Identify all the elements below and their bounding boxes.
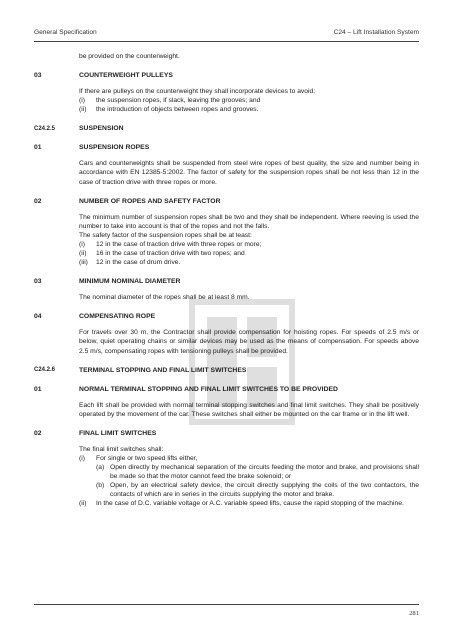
clause-number: 02 xyxy=(34,429,42,437)
clause-title: COMPENSATING ROPE xyxy=(79,313,156,321)
clause-list xyxy=(79,454,419,509)
clause-final-limit-switches xyxy=(34,429,419,438)
section-terminal-stopping xyxy=(34,366,419,375)
clause-number: 03 xyxy=(34,278,42,286)
clause-list xyxy=(79,240,419,267)
footer-divider xyxy=(34,604,419,605)
page-number: 281 xyxy=(409,610,419,617)
clause-text: If there are pulleys on the counterweight they shall incorporate devices to avoid: xyxy=(79,88,316,96)
clause-title: COUNTERWEIGHT PULLEYS xyxy=(79,72,173,80)
clause-suspension-ropes xyxy=(34,143,419,152)
clause-title: MINIMUM NOMINAL DIAMETER xyxy=(79,278,181,286)
continuation-text: be provided on the counterweight. xyxy=(79,53,180,60)
page-header xyxy=(34,29,419,41)
clause-number: 01 xyxy=(34,144,42,152)
clause-title: NUMBER OF ROPES AND SAFETY FACTOR xyxy=(79,197,221,205)
sublist-item: (b) Open, by an electrical safety device, the circuit directly supplying the coils of the two contactors, the contacts of which are in series in the circuits supplying the motor and brake. xyxy=(96,482,419,499)
list-item: (i) 12 in the case of traction drive with three ropes or more; xyxy=(79,240,262,248)
clause-sublist xyxy=(96,463,419,499)
list-item: (ii) the introduction of objects between ropes and grooves. xyxy=(79,106,259,114)
clause-number: 03 xyxy=(34,72,42,80)
clause-counterweight-pulleys xyxy=(34,71,419,80)
clause-text: Each lift shall be provided with normal terminal stopping switches and final limit switches. They shall be positively operated by the movement of the car. These switches shall either be mounted on the car frame or in the lift well. xyxy=(79,401,419,418)
clause-title: NORMAL TERMINAL STOPPING AND FINAL LIMIT SWITCHES TO BE PROVIDED xyxy=(79,385,338,393)
section-title: SUSPENSION xyxy=(79,125,124,133)
clause-text: For travels over 30 m, the Contractor shall provide compensation for hoisting ropes. For speeds of 2.5 m/s or below, quiet operating chains or similar devices may be used as the means of compensation. For speeds above 2.5 m/s, compensating ropes with tensioning pulleys shall be provided. xyxy=(79,329,419,355)
clause-text: The final limit switches shall: xyxy=(79,445,164,453)
list-item: (iii) 12 in the case of drum drive. xyxy=(79,259,181,267)
list-item: (i) the suspension ropes, if slack, leaving the grooves; and xyxy=(79,97,261,105)
section-suspension xyxy=(34,124,419,133)
clause-number: 04 xyxy=(34,313,42,321)
clause-list xyxy=(79,96,419,114)
clause-minimum-diameter xyxy=(34,277,419,286)
clause-normal-terminal-stopping xyxy=(34,385,419,394)
section-number: C24.2.5 xyxy=(34,125,56,132)
header-divider xyxy=(34,41,419,42)
section-title: TERMINAL STOPPING AND FINAL LIMIT SWITCHES xyxy=(79,366,247,374)
section-number: C24.2.6 xyxy=(34,367,56,374)
clause-compensating-rope xyxy=(34,312,419,321)
list-item: (ii) In the case of D.C. variable voltage or A.C. variable speed lifts, cause the rapid stopping of the machine. xyxy=(79,500,404,508)
clause-text: The nominal diameter of the ropes shall be at least 8 mm. xyxy=(79,294,250,302)
clause-title: FINAL LIMIT SWITCHES xyxy=(79,429,157,437)
clause-text: The safety factor of the suspension ropes shall be at least: xyxy=(79,231,252,239)
sublist-item: (a) Open directly by mechanical separation of the circuits feeding the motor and brake, and provisions shall be made so that the motor cannot feed the brake solenoid; or xyxy=(96,463,419,481)
clause-text: Cars and counterweights shall be suspended from steel wire ropes of best quality, the size and number being in accordance with EN 12385-5:2002. The factor of safety for the suspension ropes shall be not less than 12 in the case of traction drive with three ropes or more. xyxy=(79,160,419,186)
document-body xyxy=(34,52,419,508)
header-right: C24 – Lift Installation System xyxy=(333,29,419,36)
list-item: (i) For single or two speed lifts either, (a) Open directly by mechanical separation of the circuits feeding the motor and brake, and provisions shall be made so that the motor cannot feed the brake solenoid; or (b) Open, by an electrical safety device, the circuit directly supplying the coils of the two contactors, the contacts of which are in series in the circuits supplying the motor and brake. xyxy=(79,454,419,499)
clause-number: 01 xyxy=(34,385,42,393)
header-left: General Specification xyxy=(34,29,97,36)
clause-number: 02 xyxy=(34,197,42,205)
clause-title: SUSPENSION ROPES xyxy=(79,144,150,152)
list-item: (ii) 16 in the case of traction drive with two ropes; and xyxy=(79,250,245,258)
clause-number-of-ropes xyxy=(34,197,419,206)
clause-text: The minimum number of suspension ropes shall be two and they shall be independent. Where reeving is used the number to take into account is that of the ropes and not the falls. xyxy=(79,213,419,230)
